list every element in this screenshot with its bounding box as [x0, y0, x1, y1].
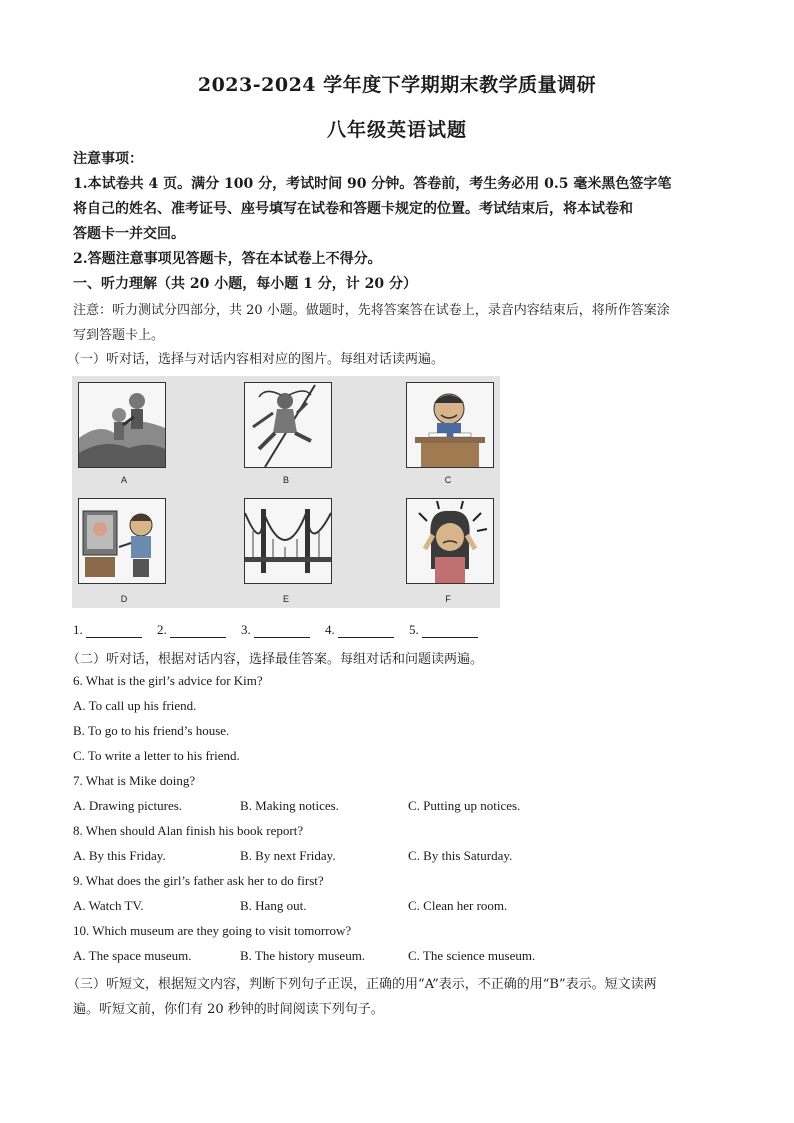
- picture-a-climbers-icon: [78, 382, 166, 468]
- exam-subtitle: 八年级英语试题: [326, 119, 467, 141]
- picture-b-monkey-king-icon: [244, 382, 332, 468]
- picture-label: C: [444, 475, 452, 485]
- q6-option-a[interactable]: A. To call up his friend.: [73, 698, 197, 713]
- q7-option-b[interactable]: B. Making notices.: [240, 798, 339, 813]
- picture-grid: [72, 376, 500, 608]
- notice-line-2: 将自己的姓名、准考证号、座号填写在试卷和答题卡规定的位置。考试结束后，将本试卷和: [73, 201, 633, 217]
- q9-option-a[interactable]: A. Watch TV.: [73, 898, 144, 913]
- listening-note-1: 注意：听力测试分四部分，共 20 小题。做题时，先将答案答在试卷上，录音内容结束后，将所作答案涂: [73, 303, 670, 318]
- notice-line-1: 1.本试卷共 4 页。满分 100 分，考试时间 90 分钟。答卷前，考生务必用 0.5 毫米黑色签字笔: [73, 176, 672, 192]
- notice-line-3: 答题卡一并交回。: [73, 226, 185, 242]
- picture-label: B: [282, 475, 289, 485]
- part-2-instruction: （二）听对话，根据对话内容，选择最佳答案。每组对话和问题读两遍。: [67, 652, 484, 667]
- question-8: 8. When should Alan finish his book report?: [73, 823, 304, 838]
- q6-option-b[interactable]: B. To go to his friend’s house.: [73, 723, 230, 738]
- part-3-instruction-2: 遍。听短文前，你们有 20 秒钟的时间阅读下列句子。: [73, 1002, 384, 1017]
- q8-option-b[interactable]: B. By next Friday.: [240, 848, 336, 863]
- notice-line-4: 2.答题注意事项见答题卡，答在本试卷上不得分。: [73, 251, 382, 267]
- q8-option-a[interactable]: A. By this Friday.: [73, 848, 166, 863]
- listening-note-2: 写到答题卡上。: [73, 328, 165, 343]
- notice-heading: 注意事项：: [73, 151, 143, 167]
- q9-option-c[interactable]: C. Clean her room.: [408, 898, 508, 913]
- picture-f-headache-icon: [406, 498, 494, 584]
- answer-blank-1[interactable]: 1.: [73, 622, 142, 638]
- answer-blank-3[interactable]: 3.: [241, 622, 310, 638]
- q7-option-a[interactable]: A. Drawing pictures.: [73, 798, 183, 813]
- q6-option-c[interactable]: C. To write a letter to his friend.: [73, 748, 240, 763]
- picture-e-bridge-icon: [244, 498, 332, 584]
- part-3-instruction-1: （三）听短文，根据短文内容，判断下列句子正误，正确的用“A”表示，不正确的用“B”表示。短文读两: [67, 977, 657, 992]
- answer-blank-5[interactable]: 5.: [409, 622, 478, 638]
- question-10: 10. Which museum are they going to visit tomorrow?: [73, 923, 352, 938]
- answer-blank-4[interactable]: 4.: [325, 622, 394, 638]
- q10-option-b[interactable]: B. The history museum.: [240, 948, 366, 963]
- picture-d-boy-tv-icon: [78, 498, 166, 584]
- question-7: 7. What is Mike doing?: [73, 773, 196, 788]
- question-6: 6. What is the girl’s advice for Kim?: [73, 673, 263, 688]
- q8-option-c[interactable]: C. By this Saturday.: [408, 848, 513, 863]
- section-1-heading: 一、听力理解（共 20 小题，每小题 1 分，计 20 分）: [73, 276, 417, 292]
- picture-label: A: [120, 475, 127, 485]
- q9-option-b[interactable]: B. Hang out.: [240, 898, 307, 913]
- picture-label: E: [282, 594, 289, 604]
- answer-blank-2[interactable]: 2.: [157, 622, 226, 638]
- exam-title: 2023-2024 学年度下学期期末教学质量调研: [197, 74, 597, 96]
- part-1-instruction: （一）听对话，选择与对话内容相对应的图片。每组对话读两遍。: [67, 352, 445, 367]
- q10-option-a[interactable]: A. The space museum.: [73, 948, 192, 963]
- q7-option-c[interactable]: C. Putting up notices.: [408, 798, 521, 813]
- picture-c-student-desk-icon: [406, 382, 494, 468]
- question-9: 9. What does the girl’s father ask her to do first?: [73, 873, 324, 888]
- picture-label: D: [120, 594, 128, 604]
- q10-option-c[interactable]: C. The science museum.: [408, 948, 536, 963]
- picture-label: F: [445, 594, 451, 604]
